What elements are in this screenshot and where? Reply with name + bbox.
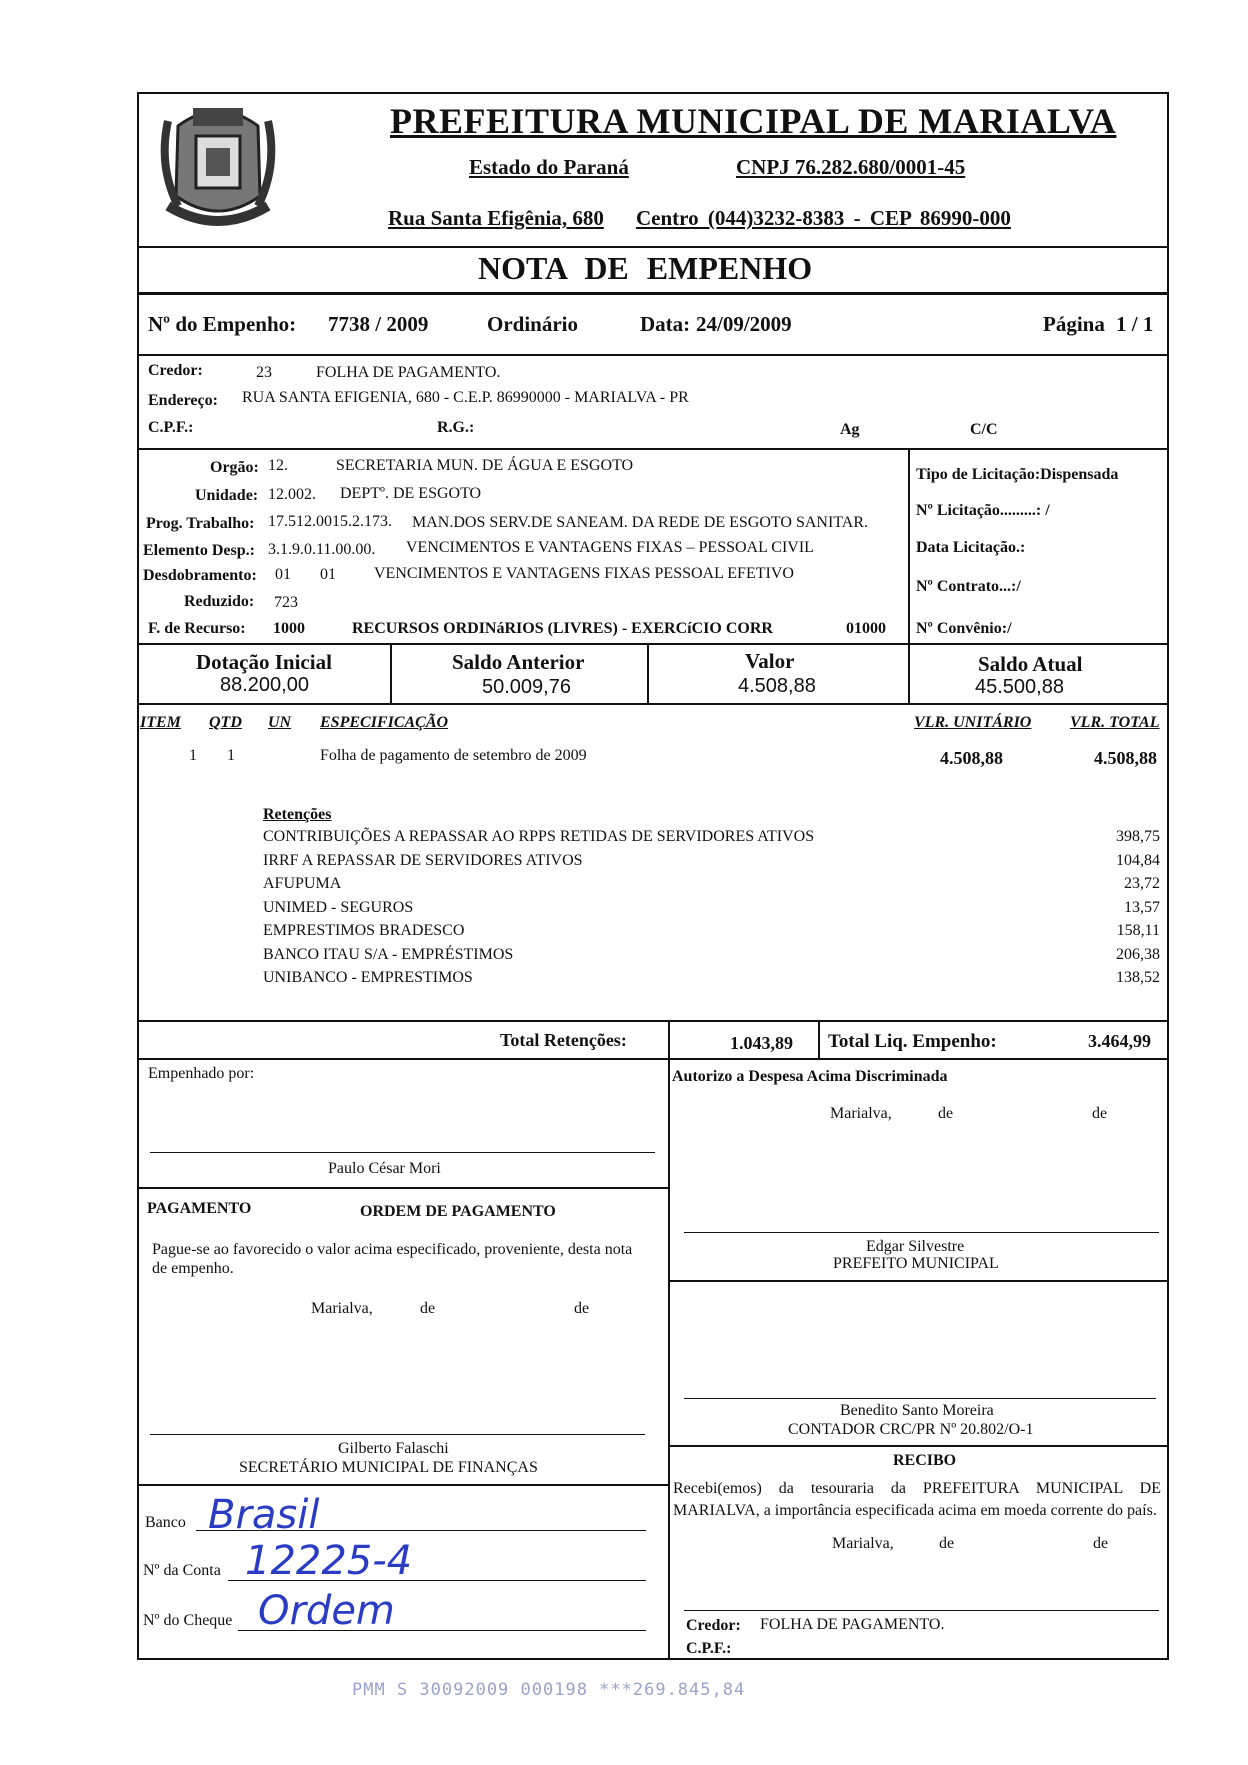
retencao-value: 158,11 [1116,922,1160,939]
desdobramento-label: Desdobramento: [143,567,257,584]
ordem-label: ORDEM DE PAGAMENTO [360,1203,556,1220]
empenho-date: 24/09/2009 [696,312,792,336]
document-title: NOTA DE EMPENHO [478,250,813,286]
desdobramento-code1: 01 [275,566,291,583]
retencao-desc: UNIBANCO - EMPRESTIMOS [263,969,473,986]
orgao-code: 12. [268,457,288,474]
ag-label: Ag [840,421,860,438]
recurso-name: RECURSOS ORDINáRIOS (LIVRES) - EXERCíCIO CORR [352,620,773,637]
autorizo-de2: de [1092,1105,1108,1122]
secretario-role: SECRETÁRIO MUNICIPAL DE FINANÇAS [239,1459,538,1476]
item-desc: Folha de pagamento de setembro de 2009 [320,747,587,764]
autorizo-de1: de [938,1105,954,1122]
reduzido-label: Reduzido: [184,593,255,610]
contador-role: CONTADOR CRC/PR Nº 20.802/O-1 [788,1421,1034,1438]
retencao-value: 13,57 [1124,898,1160,916]
total-liquido-label: Total Liq. Empenho: [828,1031,997,1052]
retencao-desc: EMPRESTIMOS BRADESCO [263,922,465,939]
retencao-value: 398,75 [1116,828,1160,845]
coat-of-arms-logo [148,96,288,236]
empenhado-name: Paulo César Mori [328,1160,441,1177]
retencao-value: 206,38 [1116,945,1160,963]
item-unit-value: 4.508,88 [940,748,1003,768]
banco-label: Banco [145,1514,186,1531]
anterior-value: 50.009,76 [482,676,571,698]
anterior-label: Saldo Anterior [452,650,585,674]
retencao-desc: IRRF A REPASSAR DE SERVIDORES ATIVOS [263,851,583,869]
contador-name: Benedito Santo Moreira [840,1402,994,1419]
col-qtd: QTD [209,714,242,731]
header-contact: Centro (044)3232-8383 - CEP 86990-000 [636,206,1011,230]
retencao-value: 138,52 [1116,969,1160,986]
col-unit: VLR. UNITÁRIO [914,714,1032,731]
pagamento-label: PAGAMENTO [147,1200,252,1217]
empenho-date-label: Data: [640,312,691,336]
dotacao-label: Dotação Inicial [196,650,332,674]
empenhado-label: Empenhado por: [148,1065,255,1082]
retencao-value: 23,72 [1124,875,1160,892]
header-address: Rua Santa Efigênia, 680 [388,206,604,230]
secretario-name: Gilberto Falaschi [338,1440,449,1457]
elemento-label: Elemento Desp.: [143,542,255,559]
pagamento-de1: de [420,1300,436,1317]
rg-label: R.G.: [437,419,475,436]
recibo-de2: de [1093,1535,1109,1552]
prog-label: Prog. Trabalho: [146,515,255,532]
credor-label: Credor: [148,362,203,379]
address-label: Endereço: [148,392,218,409]
empenho-type: Ordinário [487,312,579,336]
prog-name: MAN.DOS SERV.DE SANEAM. DA REDE DE ESGOTO SANITAR. [412,514,868,531]
pagamento-text: Pague-se ao favorecido o valor acima especificado, proveniente, desta nota de empenho. [152,1241,633,1277]
total-retencoes-label: Total Retenções: [500,1030,627,1050]
orgao-name: SECRETARIA MUN. DE ÁGUA E ESGOTO [336,457,634,474]
elemento-code: 3.1.9.0.11.00.00. [268,541,376,558]
recibo-title: RECIBO [893,1452,957,1469]
page-label: Página [1043,312,1105,336]
reduzido-value: 723 [274,594,298,611]
recibo-place: Marialva, [832,1535,894,1552]
recibo-cpf-label: C.P.F.: [686,1640,732,1657]
header-cnpj: CNPJ 76.282.680/0001-45 [736,155,966,179]
atual-value: 45.500,88 [975,676,1064,698]
autorizo-place: Marialva, [830,1105,892,1122]
valor-label: Valor [745,649,795,673]
desdobramento-code2: 01 [320,566,336,583]
pagamento-de2: de [574,1300,590,1317]
item-qtd: 1 [227,747,235,764]
retencao-desc: BANCO ITAU S/A - EMPRÉSTIMOS [263,945,514,963]
item-total-value: 4.508,88 [1094,748,1157,768]
valor-value: 4.508,88 [738,675,816,697]
prefeito-role: PREFEITO MUNICIPAL [833,1255,999,1272]
unidade-name: DEPTº. DE ESGOTO [340,485,482,502]
pagamento-place: Marialva, [311,1300,373,1317]
orgao-label: Orgão: [210,459,259,476]
licitacao-contrato: Nº Contrato...:/ [916,578,1021,595]
recibo-de1: de [939,1535,955,1552]
licitacao-convenio: Nº Convênio:/ [916,620,1012,637]
cc-label: C/C [970,421,998,438]
recibo-credor-label: Credor: [686,1617,741,1634]
cpf-label: C.P.F.: [148,419,194,436]
total-retencoes-value: 1.043,89 [730,1033,793,1053]
unidade-code: 12.002. [268,486,316,503]
header-state: Estado do Paraná [469,155,629,179]
cheque-handwritten: Ordem [258,1588,395,1634]
conta-label: Nº da Conta [143,1562,221,1579]
recurso-code2: 01000 [846,620,886,637]
licitacao-data: Data Licitação.: [916,539,1026,556]
elemento-name: VENCIMENTOS E VANTAGENS FIXAS – PESSOAL CIVIL [406,539,814,556]
retencao-value: 104,84 [1116,851,1160,869]
recibo-credor-value: FOLHA DE PAGAMENTO. [760,1616,945,1633]
banco-handwritten: Brasil [208,1492,320,1538]
retencao-desc: AFUPUMA [263,875,342,892]
cheque-label: Nº do Cheque [143,1612,233,1629]
conta-handwritten: 12225-4 [245,1538,413,1584]
empenho-number-label: Nº do Empenho: [148,312,297,336]
col-un: UN [268,714,292,731]
atual-label: Saldo Atual [978,652,1083,676]
retencao-desc: CONTRIBUIÇÕES A REPASSAR AO RPPS RETIDAS DE SERVIDORES ATIVOS [263,828,815,845]
page-number: 1 / 1 [1116,312,1154,336]
prefeito-name: Edgar Silvestre [866,1238,965,1255]
machine-stamp: PMM S 30092009 000198 ***269.845,84 [352,1680,746,1700]
credor-address: RUA SANTA EFIGENIA, 680 - C.E.P. 86990000 - MARIALVA - PR [242,389,689,406]
credor-name: FOLHA DE PAGAMENTO. [316,364,501,381]
desdobramento-name: VENCIMENTOS E VANTAGENS FIXAS PESSOAL EFETIVO [374,565,794,582]
licitacao-tipo: Tipo de Licitação:Dispensada [916,466,1119,483]
col-item: ITEM [140,714,181,731]
total-liquido-value: 3.464,99 [1088,1031,1151,1051]
recurso-label: F. de Recurso: [148,620,246,637]
credor-code: 23 [256,364,272,381]
unidade-label: Unidade: [195,487,259,504]
header-title: PREFEITURA MUNICIPAL DE MARIALVA [390,101,1117,141]
recurso-code: 1000 [273,620,305,637]
col-total: VLR. TOTAL [1070,714,1160,731]
recibo-text: Recebi(emos) da tesouraria da PREFEITURA MUNICIPAL DE MARIALVA, a importância especificada acima em moeda corrente do país. [673,1480,1161,1519]
licitacao-numero: Nº Licitação.........: / [916,502,1050,519]
col-spec: ESPECIFICAÇÃO [320,714,449,731]
empenho-number: 7738 / 2009 [328,312,429,336]
retencoes-title: Retenções [263,806,332,823]
retencao-desc: UNIMED - SEGUROS [263,898,414,916]
prog-code: 17.512.0015.2.173. [268,513,392,530]
item-number: 1 [189,747,197,764]
dotacao-value: 88.200,00 [220,674,309,696]
autorizo-label: Autorizo a Despesa Acima Discriminada [672,1068,948,1085]
